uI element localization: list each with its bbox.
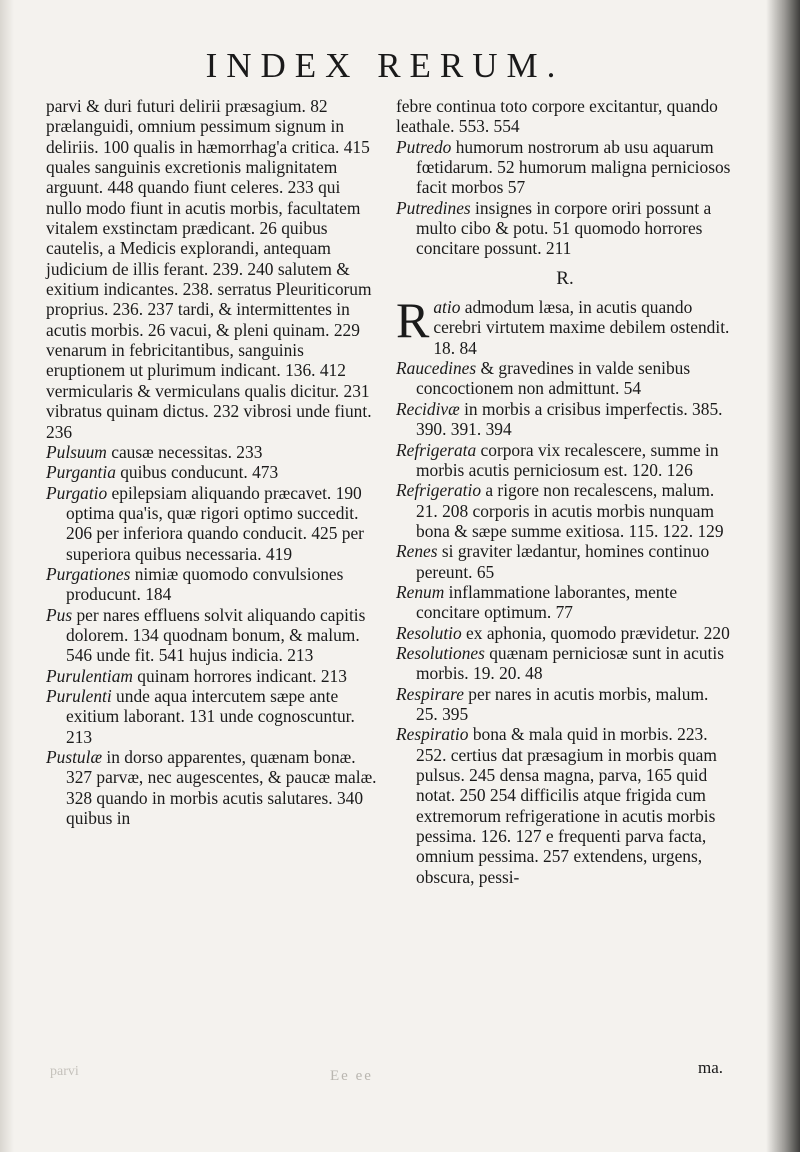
- entry-text: per nares in acutis morbis, malum. 25. 395: [416, 683, 709, 724]
- entry-text: febre continua toto corpore excitantur, quando leathale. 553. 554: [396, 96, 718, 137]
- index-entry: [396, 643, 734, 684]
- entry-text: corpora vix recalescere, summe in morbis acutis perniciosum est. 120. 126: [416, 439, 719, 480]
- index-entry: [46, 96, 378, 442]
- entry-text: admodum læsa, in acutis quando cerebri virtutem maxime debilem ostendit. 18. 84: [433, 297, 730, 358]
- entry-keyword: Pustulæ: [46, 747, 103, 767]
- last-word-continuation: ma.: [698, 1058, 724, 1077]
- entry-keyword: Refrigeratio: [396, 480, 482, 501]
- index-entry: [46, 483, 378, 564]
- index-entry: [396, 358, 734, 399]
- index-entry: [396, 480, 734, 541]
- entry-text: parvi & duri futuri delirii præsagium. 82 prælanguidi, omnium pessimum signum in deliriis. 100 qualis in hæmorrhag'a critica. 415 quales sanguinis excretionis malignitatem arguunt. 448 quando fiunt celeres. 233 qui nullo modo fiunt in acutis morbis, facultatem vitalem exstinctam prædicant. 26 quibus cautelis, a Medicis explorandi, antequam judicium de illis ferant. 239. 240 salutem & exitium indicantes. 238. serratus Pleuriticorum proprius. 236. 237 tardi, & intermittentes in acutis morbis. 26 vacui, & pleni quinam. 229 venarum in febricitantibus, sanguinis eruptionem ut plurimum indicant. 136. 412 vermicularis & vermiculans qualis dicitur. 231 vibratus quinam dictus. 232 vibrosi unde fiunt. 236: [46, 96, 372, 442]
- entry-keyword: Purulentiam: [46, 665, 133, 686]
- index-entry: [46, 605, 378, 666]
- index-entry: [396, 96, 734, 137]
- index-entry: [396, 137, 734, 198]
- entry-keyword: Pus: [46, 604, 73, 625]
- index-entry: [46, 462, 378, 482]
- page-shadow-left: [0, 0, 14, 1152]
- index-entry: [46, 564, 378, 605]
- entry-text: causæ necessitas. 233: [106, 441, 263, 462]
- right-column-top-entries: [396, 96, 734, 259]
- index-entry: [396, 623, 734, 643]
- entry-text: in dorso apparentes, quænam bonæ. 327 parvæ, nec augescentes, & paucæ malæ. 328 quando in morbis acutis salutares. 340 quibus in: [66, 747, 377, 829]
- index-entry: [396, 724, 734, 887]
- entry-text: per nares effluens solvit aliquando capitis dolorem. 134 quodnam bonum, & malum. 546 unde fit. 541 hujus indicia. 213: [66, 604, 366, 666]
- entry-keyword: Purulenti: [46, 685, 112, 706]
- entry-keyword: Refrigerata: [396, 439, 477, 460]
- entry-keyword: Respiratio: [396, 724, 469, 745]
- entry-keyword: atio: [433, 297, 461, 318]
- right-column-bottom-entries: [396, 358, 734, 887]
- entry-keyword: Purgantia: [46, 462, 116, 483]
- entry-keyword: Putredo: [396, 136, 452, 157]
- entry-keyword: Respirare: [396, 683, 464, 704]
- index-entry: [46, 747, 378, 828]
- entry-text: epilepsiam aliquando præcavet. 190 optima qua'is, quæ rigori optimo succedit. 206 per inferiora quando conducit. 425 per superiora quibus necessaria. 419: [66, 482, 364, 564]
- entry-text: quænam perniciosæ sunt in acutis morbis. 19. 20. 48: [416, 642, 724, 684]
- entry-text: nimiæ quomodo convulsiones producunt. 184: [66, 563, 344, 605]
- entry-keyword: Resolutio: [396, 622, 462, 643]
- page-shadow-right: [766, 0, 800, 1152]
- left-column: [46, 96, 378, 828]
- entry-text: bona & mala quid in morbis. 223. 252. certius dat præsagium in morbis quam pulsus. 245 densa magna, parva, 165 quid notat. 250 254 difficilis atque frigida cum extremorum refrigeratione in acutis morbis pessima. 126. 127 e frequenti parva facta, omnium pessima. 257 extendens, urgens, obscura, pessi-: [416, 724, 717, 887]
- drop-cap: R: [396, 292, 430, 349]
- entry-text: si graviter lædantur, homines continuo pereunt. 65: [416, 541, 710, 582]
- entry-text: & gravedines in valde senibus concoctionem non admittunt. 54: [416, 358, 691, 399]
- index-entry: [396, 440, 734, 481]
- index-entry: [46, 686, 378, 747]
- index-entry: [46, 442, 378, 462]
- entry-keyword: Purgatio: [46, 482, 108, 503]
- entry-keyword: Raucedines: [396, 358, 477, 379]
- entry-keyword: Pulsuum: [46, 441, 107, 462]
- index-entry: [396, 399, 734, 440]
- entry-text: ex aphonia, quomodo prævidetur. 220: [461, 622, 730, 643]
- signature-mark: Ee ee: [330, 1068, 373, 1084]
- index-entry: [396, 582, 734, 623]
- entry-keyword: Renes: [396, 541, 438, 562]
- entry-text: insignes in corpore oriri possunt a multo cibo & potu. 51 quomodo horrores concitare possunt. 211: [416, 197, 712, 259]
- entry-text: humorum nostrorum ab usu aquarum fœtidarum. 52 humorum maligna perniciosos facit morbos 57: [416, 136, 731, 198]
- entry-text: inflammatione laborantes, mente concitare optimum. 77: [416, 581, 678, 623]
- entry-keyword: Purgationes: [46, 563, 131, 584]
- entry-keyword: Resolutiones: [396, 642, 485, 663]
- page-header: INDEX RERUM.: [205, 46, 565, 85]
- right-column: [396, 96, 734, 887]
- faint-show-through: parvi: [50, 1064, 79, 1079]
- entry-text: a rigore non recalescens, malum. 21. 208 corporis in acutis morbis nunquam bona & sæpe summe exitiosa. 115. 122. 129: [416, 480, 724, 541]
- entry-text: in morbis a crisibus imperfectis. 385. 390. 391. 394: [416, 398, 723, 440]
- entry-keyword: Renum: [396, 581, 445, 602]
- index-entry: [396, 684, 734, 725]
- index-entry: [396, 541, 734, 582]
- index-entry-ratio: [396, 292, 734, 358]
- entry-text: quinam horrores indicant. 213: [132, 665, 347, 686]
- entry-text: quibus conducunt. 473: [115, 462, 279, 483]
- entry-keyword: Recidivæ: [396, 398, 460, 419]
- entry-text: unde aqua intercutem sæpe ante exitium laborant. 131 unde cognoscuntur. 213: [66, 685, 355, 747]
- section-letter: R.: [556, 267, 574, 289]
- index-entry: [46, 666, 378, 686]
- entry-keyword: Putredines: [396, 197, 471, 218]
- index-entry: [396, 198, 734, 259]
